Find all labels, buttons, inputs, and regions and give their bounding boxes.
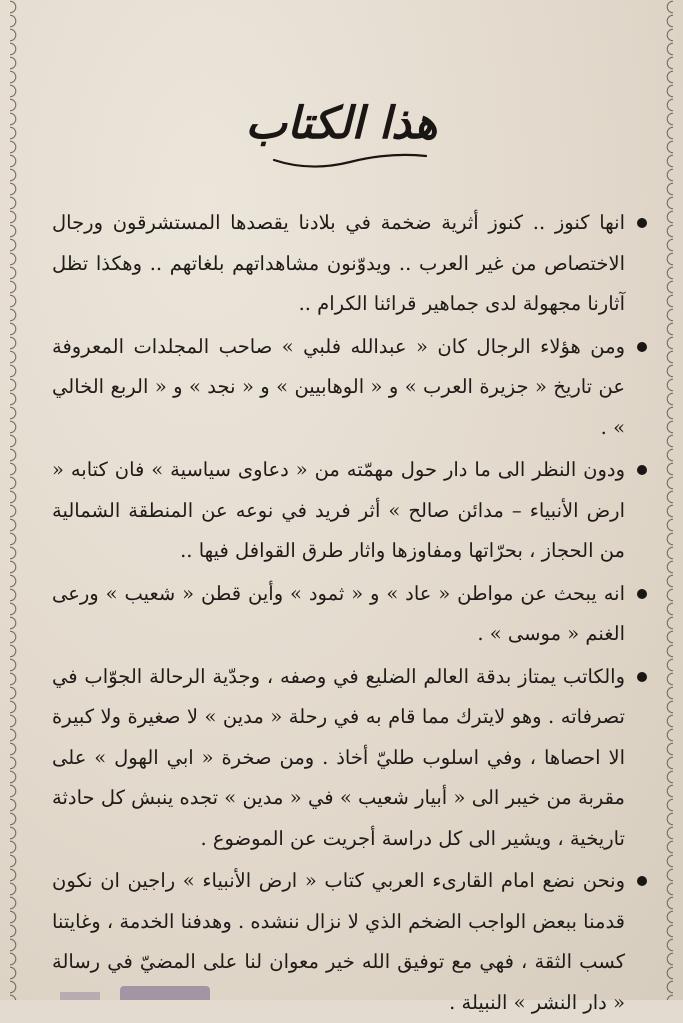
- paragraph-2: [52, 327, 647, 449]
- page-title: هذا الكتاب: [245, 98, 438, 149]
- bullet-icon: [637, 465, 647, 475]
- paragraph-1: [52, 203, 647, 325]
- paragraph-text: ودون النظر الى ما دار حول مهمّته من « دعاوى سياسية » فان كتابه « ارض الأنبياء – مدائن صالح » أثر فريد في نوعه عن المنطقة الشمالية من الحجاز ، بحرّاتها ومفاوزها واثار طرق القوافل فيها ..: [52, 458, 625, 562]
- ink-stain: [60, 992, 100, 1000]
- bullet-icon: [637, 218, 647, 228]
- paragraph-text: ونحن نضع امام القارىء العربي كتاب « ارض الأنبياء » راجين ان نكون قدمنا ببعض الواجب الضخم الذي لا نزال ننشده . وهدفنا الخدمة ، وغايتنا كسب الثقة ، فهي مع توفيق الله خير معوان لنا على المضيّ في رسالة « دار النشر » النبيلة .: [52, 869, 625, 1014]
- paragraph-text: ومن هؤلاء الرجال كان « عبدالله فلبي » صاحب المجلدات المعروفة عن تاريخ « جزيرة العرب » و « الوهابيين » و « نجد » و « الربع الخالي » .: [52, 334, 625, 439]
- title-flourish: [270, 150, 430, 170]
- paragraph-text: انه يبحث عن مواطن « عاد » و « ثمود » وأين قطن « شعيب » ورعى الغنم « موسى » .: [52, 581, 625, 645]
- paragraph-text: انها كنوز .. كنوز أثرية ضخمة في بلادنا يقصدها المستشرقون ورجال الاختصاص من غير العرب .. ويدوّنون مشاهداتهم بلغاتهم .. وهكذا تظل آثارنا مجهولة لدى جماهير قرائنا الكرام ..: [52, 211, 625, 315]
- bullet-icon: [637, 342, 647, 352]
- paragraph-5: [52, 657, 647, 860]
- body-text: [52, 203, 647, 1023]
- paragraph-4: [52, 574, 647, 655]
- paragraph-3: [52, 450, 647, 572]
- bullet-icon: [637, 589, 647, 599]
- bullet-icon: [637, 672, 647, 682]
- left-scalloped-border: [10, 0, 20, 1000]
- ink-stain: [120, 986, 210, 1000]
- right-scalloped-border: [663, 0, 673, 1000]
- bullet-icon: [637, 876, 647, 886]
- paragraph-text: والكاتب يمتاز بدقة العالم الضليع في وصفه ، وجدّية الرحالة الجوّاب في تصرفاته . وهو لايترك مما قام به في رحلة « مدين » لا صغيرة ولا كبيرة الا احصاها ، وفي اسلوب طليّ أخاذ . ومن صخرة « ابي الهول » على مقربة من خيبر الى « أبيار شعيب » في « مدين » تجده ينبش كل حادثة تاريخية ، ويشير الى كل دراسة أجريت عن الموضوع .: [52, 664, 625, 850]
